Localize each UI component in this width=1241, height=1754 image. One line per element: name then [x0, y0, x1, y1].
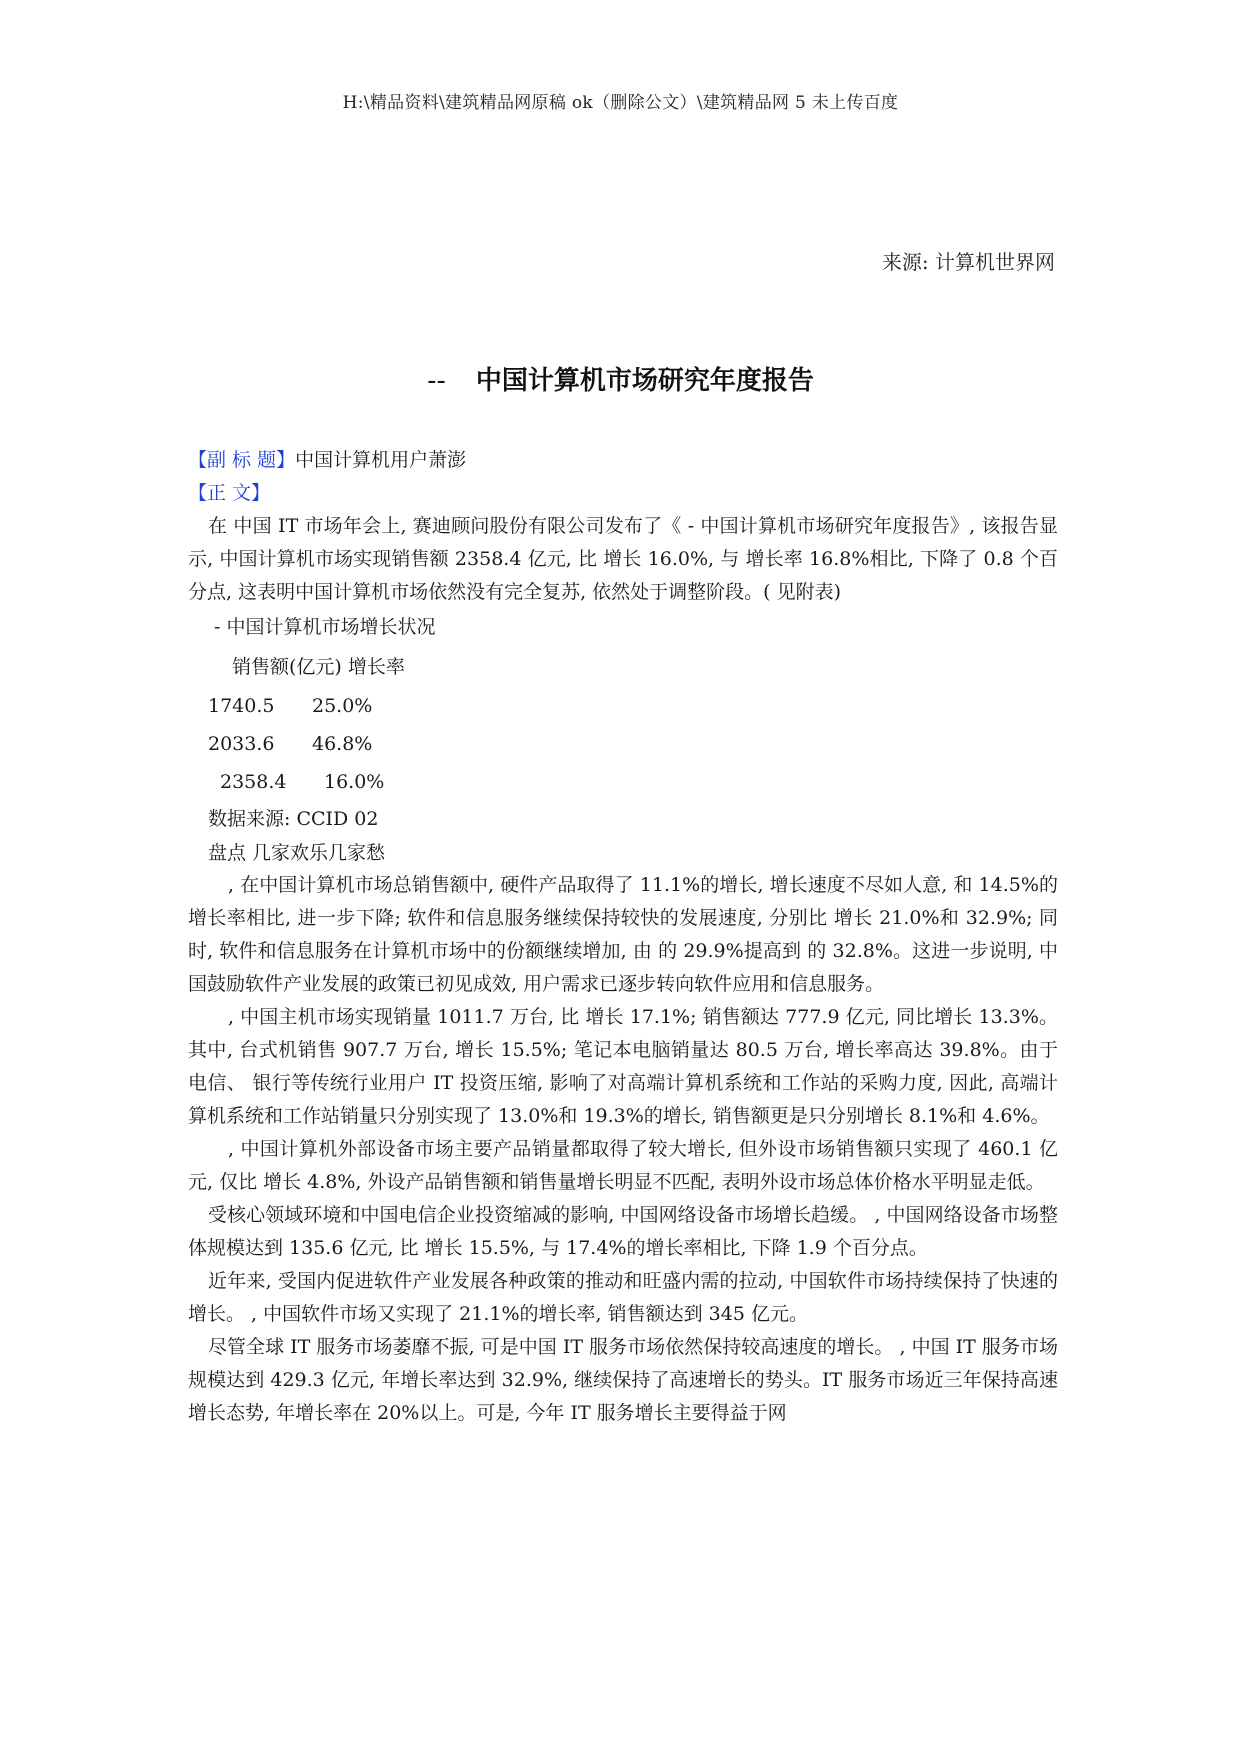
subtitle-tag: 【副 标 题】	[188, 449, 296, 471]
subtitle-text: 中国计算机用户萧澎	[295, 449, 467, 471]
section-heading: 盘点 几家欢乐几家愁	[208, 842, 386, 864]
table-cell-sales: 2358.4	[220, 771, 287, 793]
body-tag: 【正 文】	[188, 482, 271, 504]
paragraph-peripherals: , 中国计算机外部设备市场主要产品销量都取得了较大增长, 但外设市场销售额只实现了 460.1 亿元, 仅比 增长 4.8%, 外设产品销售额和销售量增长明显不匹配, 表明外设市场总体价格水平明显走低。	[188, 1138, 1058, 1193]
file-path-header: H:\精品资料\建筑精品网原稿 ok（删除公文）\建筑精品网 5 未上传百度	[342, 93, 899, 113]
report-body	[188, 444, 1058, 1430]
paragraph-intro: 在 中国 IT 市场年会上, 赛迪顾问股份有限公司发布了《 - 中国计算机市场研究年度报告》, 该报告显示, 中国计算机市场实现销售额 2358.4 亿元, 比 增长 16.0%, 与 增长率 16.8%相比, 下降了 0.8 个百分点, 这表明中国计算机市场依然没有完全复苏, 依然处于调整阶段。( 见附表)	[188, 515, 1058, 603]
table-cell-growth: 46.8%	[312, 733, 373, 755]
growth-table	[208, 647, 1058, 801]
paragraph-software: 近年来, 受国内促进软件产业发展各种政策的推动和旺盛内需的拉动, 中国软件市场持续保持了快速的增长。 , 中国软件市场又实现了 21.1%的增长率, 销售额达到 345 亿元。	[188, 1270, 1058, 1325]
body-tag-line	[188, 477, 1058, 510]
table-header: 销售额(亿元) 增长率	[232, 656, 405, 678]
table-row	[208, 725, 1058, 763]
paragraph-network: 受核心领域环境和中国电信企业投资缩减的影响, 中国网络设备市场增长趋缓。 , 中国网络设备市场整体规模达到 135.6 亿元, 比 增长 15.5%, 与 17.4%的增长率相比, 下降 1.9 个百分点。	[188, 1204, 1058, 1259]
report-title	[0, 360, 1241, 397]
table-cell-sales: 2033.6	[208, 733, 275, 755]
title-text: 中国计算机市场研究年度报告	[475, 366, 814, 396]
table-row	[208, 687, 1058, 725]
paragraph-host-market: , 中国主机市场实现销量 1011.7 万台, 比 增长 17.1%; 销售额达 777.9 亿元, 同比增长 13.3%。其中, 台式机销售 907.7 万台, 增长 15.5%; 笔记本电脑销量达 80.5 万台, 增长率高达 39.8%。由于电信、 银行等传统行业用户 IT 投资压缩, 影响了对高端计算机系统和工作站的采购力度, 因此, 高端计算机系统和工作站销量只分别实现了 13.0%和 19.3%的增长, 销售额更是只分别增长 8.1%和 4.6%。	[188, 1006, 1058, 1127]
table-cell-sales: 1740.5	[208, 695, 275, 717]
table-row	[208, 763, 1058, 801]
table-title: - 中国计算机市场增长状况	[214, 616, 436, 638]
subtitle-line	[188, 444, 1058, 477]
table-cell-growth: 25.0%	[312, 695, 373, 717]
table-data-source: 数据来源: CCID 02	[208, 808, 379, 830]
paragraph-it-service: 尽管全球 IT 服务市场萎靡不振, 可是中国 IT 服务市场依然保持较高速度的增长。 , 中国 IT 服务市场规模达到 429.3 亿元, 年增长率达到 32.9%, 继续保持了高速增长的势头。IT 服务市场近三年保持高速增长态势, 年增长率在 20%以上。可是, 今年 IT 服务增长主要得益于网	[188, 1336, 1058, 1424]
source-line: 来源: 计算机世界网	[881, 250, 1055, 274]
paragraph-market-share: , 在中国计算机市场总销售额中, 硬件产品取得了 11.1%的增长, 增长速度不尽如人意, 和 14.5%的增长率相比, 进一步下降; 软件和信息服务继续保持较快的发展速度, 分别比 增长 21.0%和 32.9%; 同时, 软件和信息服务在计算机市场中的份额继续增加, 由 的 29.9%提高到 的 32.8%。这进一步说明, 中国鼓励软件产业发展的政策已初见成效, 用户需求已逐步转向软件应用和信息服务。	[188, 874, 1058, 995]
title-dash: --	[427, 366, 446, 396]
table-cell-growth: 16.0%	[324, 771, 385, 793]
